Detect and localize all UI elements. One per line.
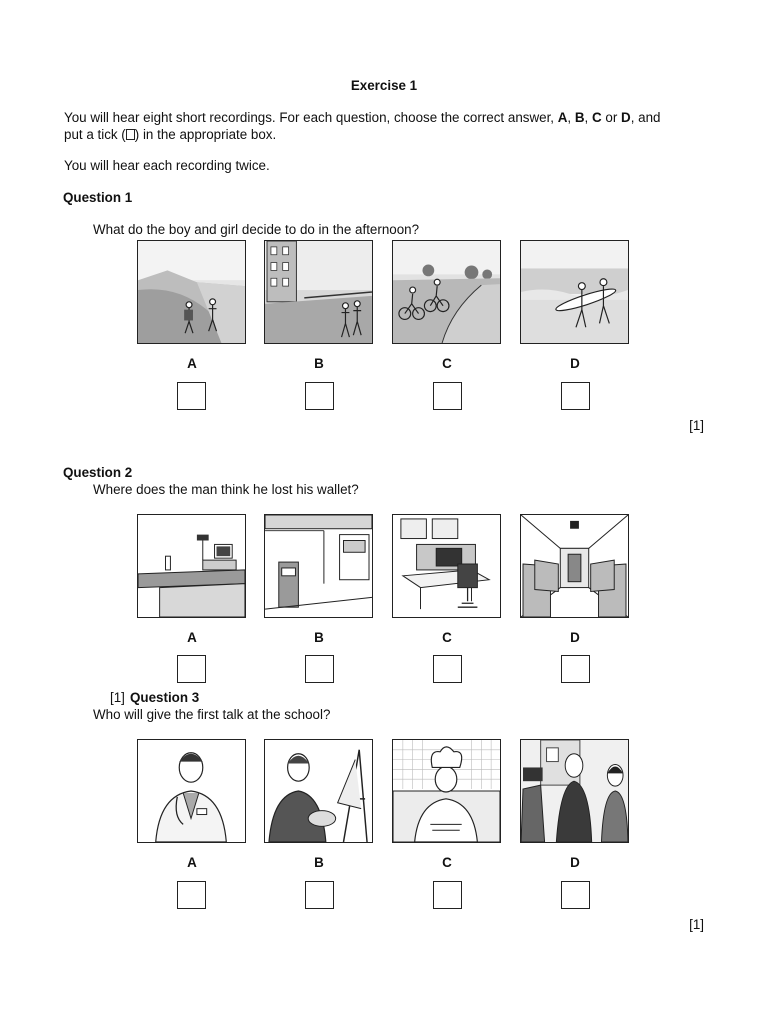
- answer-box-q3-b[interactable]: [305, 881, 334, 909]
- train-carriage-image: [520, 514, 629, 618]
- question-2-prompt: Where does the man think he lost his wallet?: [93, 482, 359, 497]
- option-d-ref: D: [621, 110, 631, 125]
- separator: ,: [567, 110, 575, 125]
- option-a-ref: A: [557, 110, 568, 125]
- question-2-mark: [1]: [110, 690, 125, 705]
- option-a-label: A: [187, 356, 197, 371]
- doctor-image: [137, 739, 246, 843]
- option-c-label: C: [442, 356, 452, 371]
- option-b-label: B: [314, 356, 324, 371]
- option-c-label: C: [442, 855, 452, 870]
- painter-image: [264, 739, 373, 843]
- instructions-text: , and: [630, 110, 661, 125]
- chef-image: [392, 739, 501, 843]
- instructions-text: You will hear eight short recordings. For each question, choose the correct answer,: [64, 110, 558, 125]
- separator: or: [601, 110, 622, 125]
- surfing-image: [520, 240, 629, 344]
- answer-box-q2-d[interactable]: [561, 655, 590, 683]
- answer-box-q3-c[interactable]: [433, 881, 462, 909]
- petrol-station-image: [264, 514, 373, 618]
- option-d-label: D: [570, 630, 580, 645]
- seaside-town-image: [264, 240, 373, 344]
- shop-counter-image: [137, 514, 246, 618]
- instructions: [64, 109, 709, 143]
- question-3-prompt: Who will give the first talk at the school?: [93, 707, 331, 722]
- answer-box-q3-a[interactable]: [177, 881, 206, 909]
- instructions-text: put a tick (: [64, 127, 126, 142]
- answer-box-q2-a[interactable]: [177, 655, 206, 683]
- answer-box-q3-d[interactable]: [561, 881, 590, 909]
- option-b-label: B: [314, 630, 324, 645]
- option-a-label: A: [187, 630, 197, 645]
- exercise-title: Exercise 1: [350, 78, 418, 93]
- option-d-label: D: [570, 356, 580, 371]
- answer-box-q1-c[interactable]: [433, 382, 462, 410]
- question-3-mark: [1]: [689, 917, 704, 932]
- question-2-heading: Question 2: [63, 465, 133, 480]
- instructions-text: ) in the appropriate box.: [134, 127, 277, 142]
- answer-box-q1-a[interactable]: [177, 382, 206, 410]
- cycling-image: [392, 240, 501, 344]
- tick-box-icon: [126, 129, 135, 140]
- option-b-ref: B: [574, 110, 585, 125]
- option-c-label: C: [442, 630, 452, 645]
- option-b-label: B: [314, 855, 324, 870]
- option-c-ref: C: [592, 110, 602, 125]
- separator: ,: [584, 110, 592, 125]
- option-d-label: D: [570, 855, 580, 870]
- question-3-heading: Question 3: [130, 690, 200, 705]
- question-1-mark: [1]: [689, 418, 704, 433]
- reporter-image: [520, 739, 629, 843]
- cliff-walk-image: [137, 240, 246, 344]
- answer-box-q2-c[interactable]: [433, 655, 462, 683]
- recording-note: You will hear each recording twice.: [64, 158, 270, 173]
- question-1-prompt: What do the boy and girl decide to do in the afternoon?: [93, 222, 420, 237]
- answer-box-q2-b[interactable]: [305, 655, 334, 683]
- answer-box-q1-d[interactable]: [561, 382, 590, 410]
- option-a-label: A: [187, 855, 197, 870]
- answer-box-q1-b[interactable]: [305, 382, 334, 410]
- question-1-heading: Question 1: [63, 190, 133, 205]
- office-desk-image: [392, 514, 501, 618]
